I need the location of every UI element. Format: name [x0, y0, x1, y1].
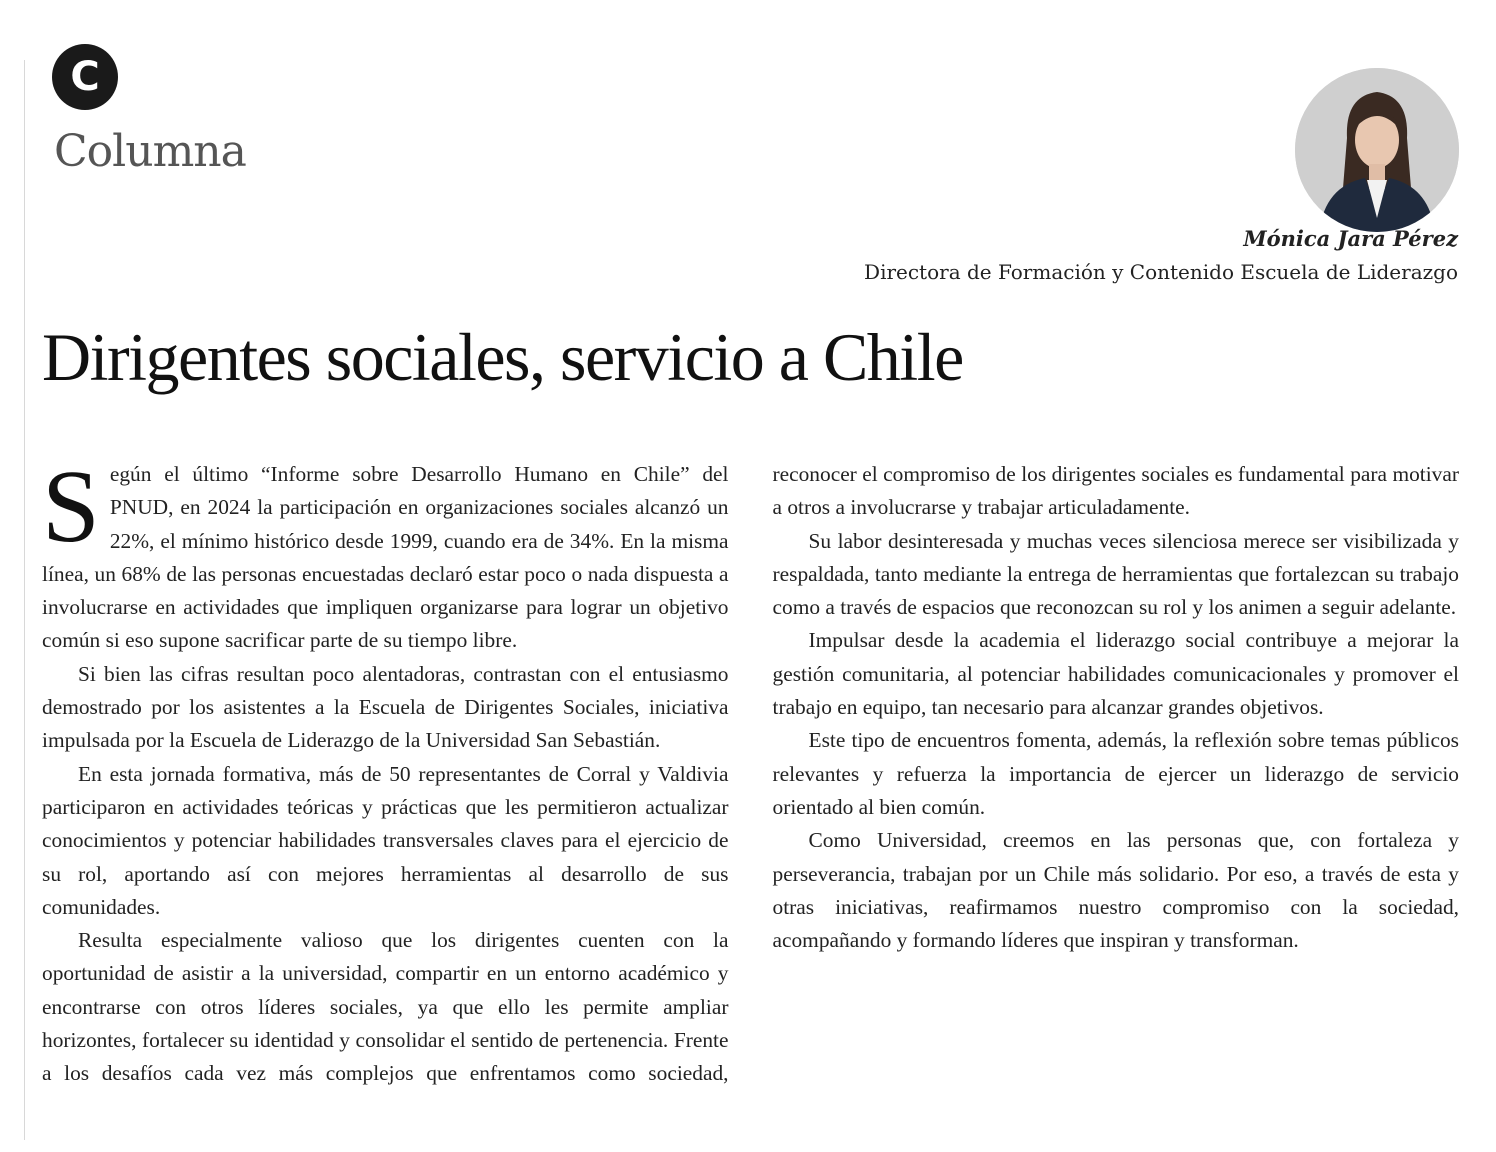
- author-photo: [1295, 68, 1459, 232]
- article-headline: Dirigentes sociales, servicio a Chile: [42, 319, 963, 395]
- left-column-rule: [24, 60, 25, 1140]
- article-paragraph: Este tipo de encuentros fomenta, además, la reflexión sobre temas públicos relevantes y refuerza la importancia de ejercer un liderazgo de servicio orientado al bien común.: [772, 728, 1459, 819]
- article-paragraph: Como Universidad, creemos en las personas que, con fortaleza y perseverancia, trabajan por un Chile más solidario. Por eso, a través de esta y otras iniciativas, reafirmamos nuestro compromiso con la sociedad, acompañando y formando líderes que inspiran y transforman.: [772, 828, 1459, 953]
- author-name: Mónica Jara Pérez: [1243, 226, 1458, 251]
- author-portrait-icon: [1295, 68, 1459, 232]
- article-body: [42, 449, 1459, 1128]
- article-paragraph: En esta jornada formativa, más de 50 representantes de Corral y Valdivia participaron en actividades teóricas y prácticas que les permitieron actualizar conocimientos y potenciar habilidades transversales claves para el ejercicio de su rol, aportando así con mejores herramientas al desarrollo de sus comunidades.: [42, 761, 729, 919]
- author-role: Directora de Formación y Contenido Escuela de Liderazgo: [864, 260, 1458, 284]
- article-paragraph: Impulsar desde la academia el liderazgo social contribuye a mejorar la gestión comunitaria, al potenciar habilidades comunicacionales y promover el trabajo en equipo, tan necesario para alcanzar grandes objetivos.: [772, 628, 1459, 720]
- article-paragraph: Su labor desinteresada y muchas veces silenciosa merece ser visibilizada y respaldada, tanto mediante la entrega de herramientas que fortalezcan su trabajo como a través de espacios que reconozcan su rol y los animen a seguir adelante.: [772, 528, 1459, 620]
- article-paragraph: Según el último “Informe sobre Desarrollo Humano en Chile” del PNUD, en 2024 la participación en organizaciones sociales alcanzó un 22%, el mínimo histórico desde 1999, cuando era de 34%. En la misma línea, un 68% de las personas encuestadas declaró estar poco o nada dispuesta a involucrarse en actividades que impliquen organizarse para lograr un objetivo común si eso supone sacrificar parte de su tiempo libre.: [42, 449, 729, 653]
- drop-cap: S: [42, 449, 100, 564]
- article-paragraph: Resulta especialmente valioso que los dirigentes cuenten con la oportunidad de asistir a la universidad, compartir en un entorno académico y encontrarse con otros líderes sociales, ya que ello les permite ampliar horizontes, fortalecer su identidad y consolidar el sentido de pertenencia. Frente a los desafíos cada vez más complejos que enfrentamos como sociedad, reconocer el compromiso de los dirigentes sociales es fundamental para motivar a otros a involucrarse y trabajar articuladamente.: [42, 462, 1459, 1086]
- section-label: Columna: [54, 126, 246, 177]
- article-paragraph: Si bien las cifras resultan poco alentadoras, contrastan con el entusiasmo demostrado por los asistentes a la Escuela de Dirigentes Sociales, iniciativa impulsada por la Escuela de Liderazgo de la Universidad San Sebastián.: [42, 661, 729, 753]
- section-badge-letter: C: [70, 54, 100, 100]
- section-badge: [52, 44, 118, 110]
